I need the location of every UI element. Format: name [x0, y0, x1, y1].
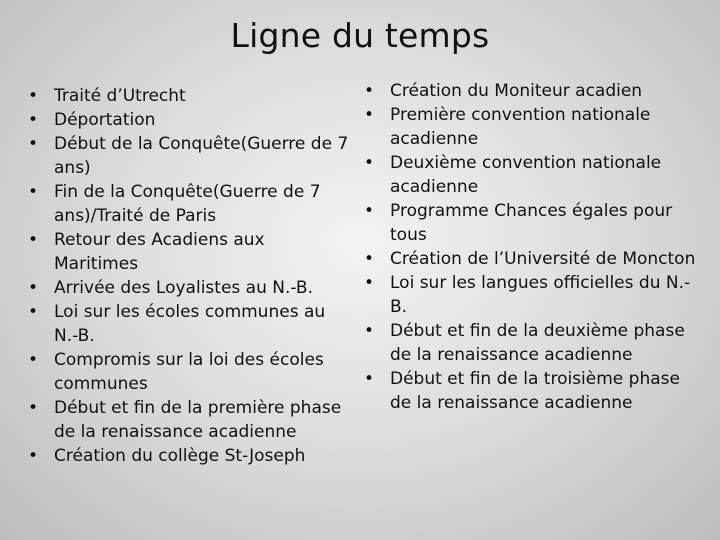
list-item-text: Compromis sur la loi des écoles communes	[54, 350, 324, 394]
list-item-text: Déportation	[54, 110, 156, 130]
list-item	[28, 84, 353, 108]
slide-title: Ligne du temps	[230, 16, 490, 55]
list-item	[364, 79, 704, 103]
bullet-icon: •	[28, 398, 39, 418]
bullet-icon: •	[364, 249, 375, 269]
bullet-icon: •	[28, 278, 39, 298]
list-item-text: Loi sur les langues officielles du N.-B.	[390, 273, 691, 317]
bullet-icon: •	[364, 369, 375, 389]
bullet-icon: •	[28, 110, 39, 130]
list-item	[364, 103, 704, 151]
list-item-text: Début et fin de la troisième phase de la renaissance acadienne	[390, 369, 680, 413]
list-item	[28, 132, 353, 180]
list-item	[28, 108, 353, 132]
bullet-icon: •	[364, 321, 375, 341]
list-item	[364, 367, 704, 415]
list-item-text: Retour des Acadiens aux Maritimes	[54, 230, 265, 274]
list-item	[364, 151, 704, 199]
bullet-icon: •	[364, 201, 375, 221]
list-item-text: Création du collège St-Joseph	[54, 446, 306, 466]
list-item-text: Création de l’Université de Moncton	[390, 249, 696, 269]
bullet-icon: •	[28, 350, 39, 370]
list-item	[28, 444, 353, 468]
bullet-icon: •	[364, 105, 375, 125]
bullet-icon: •	[28, 446, 39, 466]
list-item-text: Création du Moniteur acadien	[390, 81, 643, 101]
bullet-icon: •	[28, 134, 39, 154]
list-item-text: Loi sur les écoles communes au N.-B.	[54, 302, 326, 346]
list-item-text: Arrivée des Loyalistes au N.-B.	[54, 278, 313, 298]
list-item	[364, 247, 704, 271]
bullet-icon: •	[364, 81, 375, 101]
timeline-list-left	[28, 84, 353, 468]
bullet-icon: •	[364, 153, 375, 173]
bullet-icon: •	[364, 273, 375, 293]
bullet-icon: •	[28, 302, 39, 322]
bullet-icon: •	[28, 230, 39, 250]
list-item-text: Deuxième convention nationale acadienne	[390, 153, 662, 197]
list-item	[364, 319, 704, 367]
list-item	[28, 396, 353, 444]
list-item	[28, 228, 353, 276]
list-item	[364, 199, 704, 247]
timeline-list-right	[364, 79, 704, 415]
list-item	[364, 271, 704, 319]
list-item-text: Début et fin de la première phase de la renaissance acadienne	[54, 398, 342, 442]
list-item-text: Début et fin de la deuxième phase de la renaissance acadienne	[390, 321, 685, 365]
list-item	[28, 348, 353, 396]
bullet-icon: •	[28, 86, 39, 106]
list-item	[28, 180, 353, 228]
list-item-text: Première convention nationale acadienne	[390, 105, 651, 149]
list-item-text: Fin de la Conquête(Guerre de 7 ans)/Traité de Paris	[54, 182, 321, 226]
list-item-text: Traité d’Utrecht	[54, 86, 186, 106]
list-item	[28, 276, 353, 300]
list-item-text: Programme Chances égales pour tous	[390, 201, 673, 245]
bullet-icon: •	[28, 182, 39, 202]
list-item-text: Début de la Conquête(Guerre de 7 ans)	[54, 134, 349, 178]
list-item	[28, 300, 353, 348]
